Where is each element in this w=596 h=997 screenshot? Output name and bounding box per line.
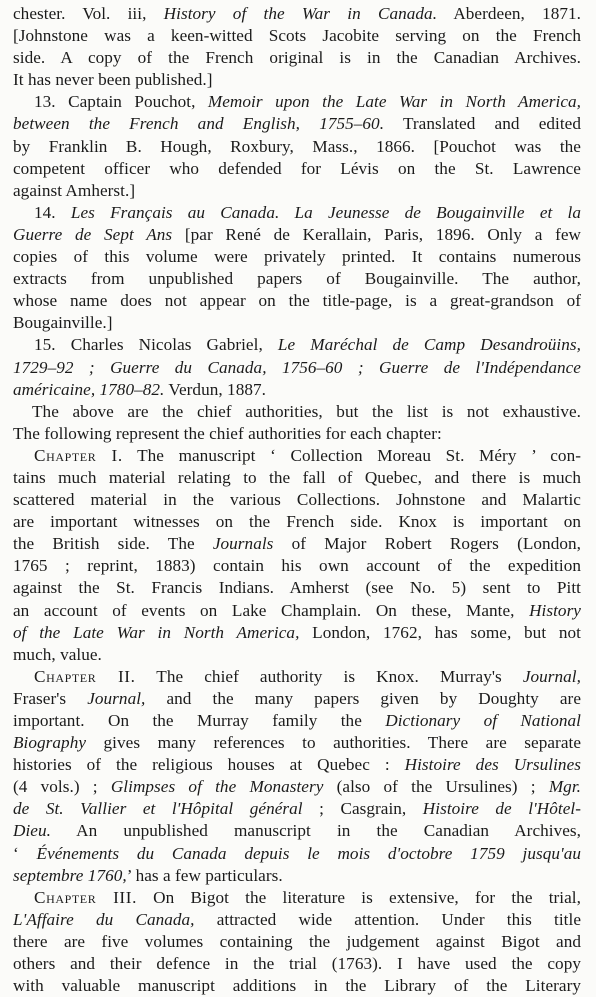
text-line <box>13 843 581 865</box>
text-line <box>13 3 581 25</box>
text-line <box>13 776 581 798</box>
text-span: ’ has a few particulars. <box>126 865 283 885</box>
text-line <box>13 202 581 224</box>
text-span: copies of this volume were privately printed. It contains numerous <box>13 247 581 267</box>
text-line <box>13 290 581 312</box>
text-span: London, 1762, has some, but not <box>299 622 581 642</box>
italic-span: L'Affaire du Canada, <box>13 909 195 929</box>
italic-span: septembre 1760, <box>13 865 127 885</box>
text-span: Verdun, 1887. <box>164 379 266 399</box>
text-line <box>13 91 581 113</box>
text-line <box>13 136 581 158</box>
text-line <box>13 931 581 953</box>
text-line <box>13 467 581 489</box>
text-line <box>13 798 581 820</box>
text-line <box>13 511 581 533</box>
text-span: side. A copy of the French original is in the Canadian Archives. <box>13 48 581 68</box>
text-line <box>13 732 581 754</box>
italic-span: Histoire de l'Hôtel- <box>422 799 581 819</box>
text-span: an account of events on Lake Champlain. On these, Mante, <box>13 600 530 620</box>
text-line <box>13 644 581 666</box>
italic-span: Histoire des Ursulines <box>404 755 581 775</box>
chapter-heading: Chapter III. <box>34 887 137 907</box>
italic-span: of the Late War in North America, <box>13 622 300 642</box>
text-span: Bougainville.] <box>13 313 113 333</box>
text-span: are important witnesses on the French side. Knox is important on <box>13 512 581 532</box>
text-line <box>13 666 581 688</box>
text-span: against the St. Francis Indians. Amherst (see No. 5) sent to Pitt <box>13 578 581 598</box>
italic-span: Dictionary of National <box>385 711 581 730</box>
italic-span: between the French and English, 1755–60. <box>13 114 385 134</box>
text-span: The above are the chief authorities, but the list is not exhaustive. <box>32 401 581 421</box>
text-span: Translated and edited <box>384 114 581 134</box>
text-span: against Amherst.] <box>13 180 136 200</box>
text-span: It has never been published.] <box>13 70 213 90</box>
text-span: histories of the religious houses at Quebec : <box>13 755 405 775</box>
text-span: [Johnstone was a keen-witted Scots Jacobite serving on the French <box>13 26 581 46</box>
text-span: much, value. <box>13 644 102 664</box>
text-span: An unpublished manuscript in the Canadian Archives, <box>50 821 581 841</box>
text-line <box>13 754 581 776</box>
text-span: and the many papers given by Doughty are <box>145 688 581 708</box>
text-span: scattered material in the various Collections. Johnstone and Malartic <box>13 490 581 510</box>
book-page <box>0 3 596 996</box>
text-line <box>13 555 581 577</box>
text-span: there are five volumes containing the judgement against Bigot and <box>13 931 581 951</box>
chapter-heading: Chapter I. <box>34 445 123 465</box>
text-span: 13. Captain Pouchot, <box>34 92 208 112</box>
text-span: ‘ <box>13 843 37 863</box>
text-line <box>13 688 581 710</box>
text-span: chester. Vol. iii, <box>13 4 164 23</box>
text-line <box>13 357 581 379</box>
italic-span: Dieu. <box>13 821 51 841</box>
italic-span: Les Français au Canada. La Jeunesse de Bougainville et la <box>70 202 581 222</box>
text-span: the British side. The <box>13 534 213 554</box>
text-line <box>13 47 581 69</box>
text-line <box>13 69 581 91</box>
text-line <box>13 423 581 445</box>
text-line <box>13 865 581 887</box>
italic-span: Glimpses of the Monastery <box>110 777 324 797</box>
text-line <box>13 25 581 47</box>
italic-span: Biography <box>13 733 87 753</box>
italic-span: Memoir upon the Late War in North America, <box>207 92 581 112</box>
text-span: others and their defence in the trial (1763). I have used the copy <box>13 954 581 974</box>
text-line <box>13 820 581 842</box>
text-span: whose name does not appear on the title-page, is a great-grandson of <box>13 291 581 311</box>
text-line <box>13 533 581 555</box>
italic-span: History <box>529 600 581 620</box>
text-line <box>13 445 581 467</box>
text-span: The chief authority is Knox. Murray's <box>135 666 523 686</box>
text-span: by Franklin B. Hough, Roxbury, Mass., 1866. [Pouchot was the <box>13 136 581 156</box>
text-span: Aberdeen, 1871. <box>437 4 581 23</box>
chapter-heading: Chapter II. <box>34 666 136 686</box>
text-line <box>13 622 581 644</box>
text-line <box>13 334 581 356</box>
text-line <box>13 113 581 135</box>
italic-span: de St. Vallier et l'Hôpital général <box>13 799 303 819</box>
text-line <box>13 180 581 202</box>
text-span: Fraser's <box>13 688 88 708</box>
text-line <box>13 710 581 732</box>
text-span: extracts from unpublished papers of Bougainville. The author, <box>13 269 581 289</box>
text-span: with valuable manuscript additions in the Library of the Literary <box>13 976 581 996</box>
text-line <box>13 224 581 246</box>
text-span: (also of the Ursulines) ; <box>323 777 549 797</box>
text-span: 1765 ; reprint, 1883) contain his own account of the expedition <box>13 556 581 576</box>
italic-span: 1729–92 ; Guerre du Canada, 1756–60 ; Guerre de l'Indépendance <box>13 357 581 377</box>
text-line <box>13 401 581 423</box>
text-span: gives many references to authorities. There are separate <box>86 733 581 753</box>
italic-span: Journal, <box>522 666 581 686</box>
text-span: 14. <box>34 202 71 222</box>
text-line <box>13 489 581 511</box>
italic-span: Événements du Canada depuis le mois d'octobre 1759 jusqu'au <box>36 843 581 863</box>
text-span: attracted wide attention. Under this title <box>194 909 581 929</box>
italic-span: Journal, <box>87 688 146 708</box>
italic-span: Guerre de Sept Ans <box>13 224 173 244</box>
text-line <box>13 312 581 334</box>
text-span: tains much material relating to the fall of Quebec, and there is much <box>13 467 581 487</box>
text-span: 15. Charles Nicolas Gabriel, <box>34 335 278 355</box>
text-span: of Major Robert Rogers (London, <box>273 534 581 554</box>
text-span: [par René de Kerallain, Paris, 1896. Only a few <box>172 224 581 244</box>
text-line <box>13 953 581 975</box>
text-span: ; Casgrain, <box>302 799 423 819</box>
text-line <box>13 909 581 931</box>
italic-span: Le Maréchal de Camp Desandroüins, <box>277 335 581 355</box>
text-line <box>13 158 581 180</box>
italic-span: History of the War in Canada. <box>163 4 438 23</box>
text-line <box>13 600 581 622</box>
italic-span: américaine, 1780–82. <box>13 379 165 399</box>
text-line <box>13 975 581 997</box>
text-span: important. On the Murray family the <box>13 711 386 730</box>
italic-span: Mgr. <box>548 777 581 797</box>
italic-span: Journals <box>212 534 274 554</box>
text-span: The following represent the chief authorities for each chapter: <box>13 423 442 443</box>
text-line <box>13 379 581 401</box>
text-line <box>13 246 581 268</box>
text-line <box>13 887 581 909</box>
text-span: competent officer who defended for Lévis on the St. Lawrence <box>13 158 581 178</box>
text-span: (4 vols.) ; <box>13 777 111 797</box>
text-span: The manuscript ‘ Collection Moreau St. Méry ’ con- <box>122 445 581 465</box>
text-line <box>13 577 581 599</box>
text-span: On Bigot the literature is extensive, for the trial, <box>136 887 581 907</box>
text-line <box>13 268 581 290</box>
